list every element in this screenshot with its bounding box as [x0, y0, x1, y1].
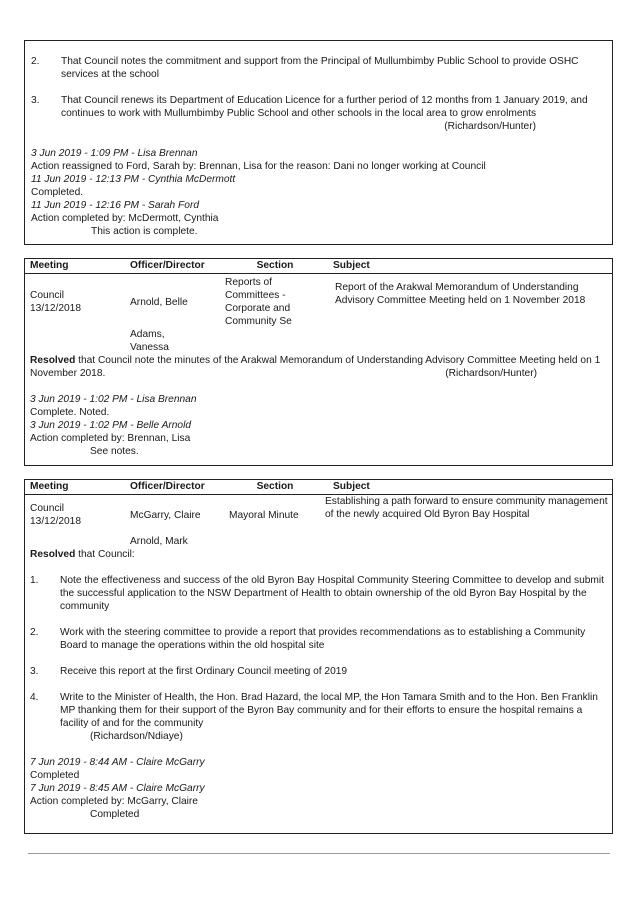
- section-cell: [225, 495, 325, 535]
- action-box-hospital: [24, 479, 613, 834]
- item-text: Work with the steering committee to provide a report that provides recommendations as to establishing a Community Board to manage the operations within the old hospital site: [60, 627, 586, 651]
- header-meeting: Meeting: [30, 481, 69, 492]
- moved-seconded: (Richardson/Hunter): [445, 368, 537, 379]
- section-value: Mayoral Minute: [229, 509, 299, 521]
- resolution-text: [30, 354, 607, 380]
- header-section: Section: [256, 260, 294, 271]
- officer-value: McGarry, Claire: [130, 509, 201, 521]
- resolved-label: Resolved: [30, 355, 76, 366]
- item-number: 2.: [30, 627, 39, 638]
- note-text: Completed: [30, 770, 80, 781]
- item-number: 3.: [30, 666, 39, 677]
- note-text: Complete. Noted.: [30, 407, 110, 418]
- resolved-body: that Council:: [75, 549, 135, 560]
- meeting-value: Council 13/12/2018: [30, 290, 81, 314]
- note-date: 7 Jun 2019 - 8:44 AM - Claire McGarry: [30, 757, 205, 768]
- header-subject: Subject: [333, 481, 370, 492]
- resolution-item: [30, 691, 607, 730]
- item-number: 3.: [31, 95, 40, 106]
- note-date: 3 Jun 2019 - 1:02 PM - Lisa Brennan: [30, 394, 197, 405]
- note-date: 3 Jun 2019 - 1:02 PM - Belle Arnold: [30, 420, 192, 431]
- resolved-label: Resolved: [30, 549, 76, 560]
- officer-cell: [125, 495, 225, 535]
- resolved-body: that Council note the minutes of the Arakwal Memorandum of Understanding Advisory Committee Meeting held on 1 November 2018.: [30, 355, 601, 379]
- resolution-item: [30, 574, 607, 613]
- note-text: Action reassigned to Ford, Sarah by: Brennan, Lisa for the reason: Dani no longer working at Council: [31, 161, 486, 172]
- officer-cell: [125, 276, 225, 328]
- note-date: 11 Jun 2019 - 12:16 PM - Sarah Ford: [31, 200, 199, 211]
- subject-value: Establishing a path forward to ensure community management of the newly acquired Old Byron Bay Hospital: [325, 496, 608, 520]
- action-box-arakwal: [24, 258, 613, 466]
- note-text: Completed.: [31, 187, 84, 198]
- table-header: [25, 259, 612, 274]
- resolution-item: [30, 665, 607, 678]
- note-date: 11 Jun 2019 - 12:13 PM - Cynthia McDermott: [31, 174, 236, 185]
- officer-value: Arnold, Belle: [130, 296, 188, 308]
- header-subject: Subject: [333, 260, 370, 271]
- item-number: 2.: [31, 56, 40, 67]
- officer-secondary: Arnold, Mark: [130, 536, 188, 547]
- note-text: Action completed by: McGarry, Claire: [30, 796, 198, 807]
- item-text: Write to the Minister of Health, the Hon. Brad Hazard, the local MP, the Hon Tamara Smith and to the Hon. Ben Franklin MP thanking them for their support of the Byron Bay community and for their efforts to ensure the hospital remains a facility of and for the community: [60, 692, 598, 729]
- header-section: Section: [256, 481, 294, 492]
- table-header: [25, 480, 612, 495]
- note-text: Action completed by: McDermott, Cynthia: [31, 213, 219, 224]
- moved-seconded: (Richardson/Hunter): [444, 121, 536, 132]
- item-number: 4.: [30, 692, 39, 703]
- resolution-item: [31, 55, 606, 81]
- footer-divider: [28, 853, 610, 854]
- resolution-item: [31, 94, 606, 133]
- resolution-text: [30, 548, 607, 561]
- subject-value: Report of the Arakwal Memorandum of Understanding Advisory Committee Meeting held on 1 November 2018: [335, 282, 586, 306]
- note-text: Action completed by: Brennan, Lisa: [30, 433, 191, 444]
- meeting-cell: [25, 276, 125, 328]
- meeting-cell: [25, 495, 125, 535]
- table-row: [25, 274, 612, 328]
- completion-note: Completed: [90, 809, 140, 820]
- officer-secondary: Adams, Vanessa: [130, 329, 169, 353]
- item-text: That Council notes the commitment and support from the Principal of Mullumbimby Public School to provide OSHC services at the school: [61, 56, 579, 80]
- moved-seconded: (Richardson/Ndiaye): [90, 731, 183, 742]
- header-officer: Officer/Director: [130, 260, 205, 271]
- completion-note: This action is complete.: [91, 226, 198, 237]
- completion-note: See notes.: [90, 446, 139, 457]
- table-row: [25, 495, 612, 535]
- section-value: Reports of Committees - Corporate and Community Se: [225, 277, 292, 327]
- item-text: Receive this report at the first Ordinary Council meeting of 2019: [60, 666, 348, 677]
- header-officer: Officer/Director: [130, 481, 205, 492]
- item-text: Note the effectiveness and success of the old Byron Bay Hospital Community Steering Committee to develop and submit the successful application to the NSW Department of Health to obtain ownership of the old Byron Bay Hospital by the community: [60, 575, 604, 612]
- header-meeting: Meeting: [30, 260, 69, 271]
- meeting-value: Council 13/12/2018: [30, 503, 81, 527]
- note-date: 3 Jun 2019 - 1:09 PM - Lisa Brennan: [31, 148, 198, 159]
- note-date: 7 Jun 2019 - 8:45 AM - Claire McGarry: [30, 783, 205, 794]
- action-box-osch: [24, 40, 613, 245]
- item-number: 1.: [30, 575, 39, 586]
- resolution-item: [30, 626, 607, 652]
- item-text: That Council renews its Department of Education Licence for a further period of 12 months from 1 January 2019, and continues to work with Mullumbimby Public School and other schools in the local area to grow enrolments: [61, 95, 588, 119]
